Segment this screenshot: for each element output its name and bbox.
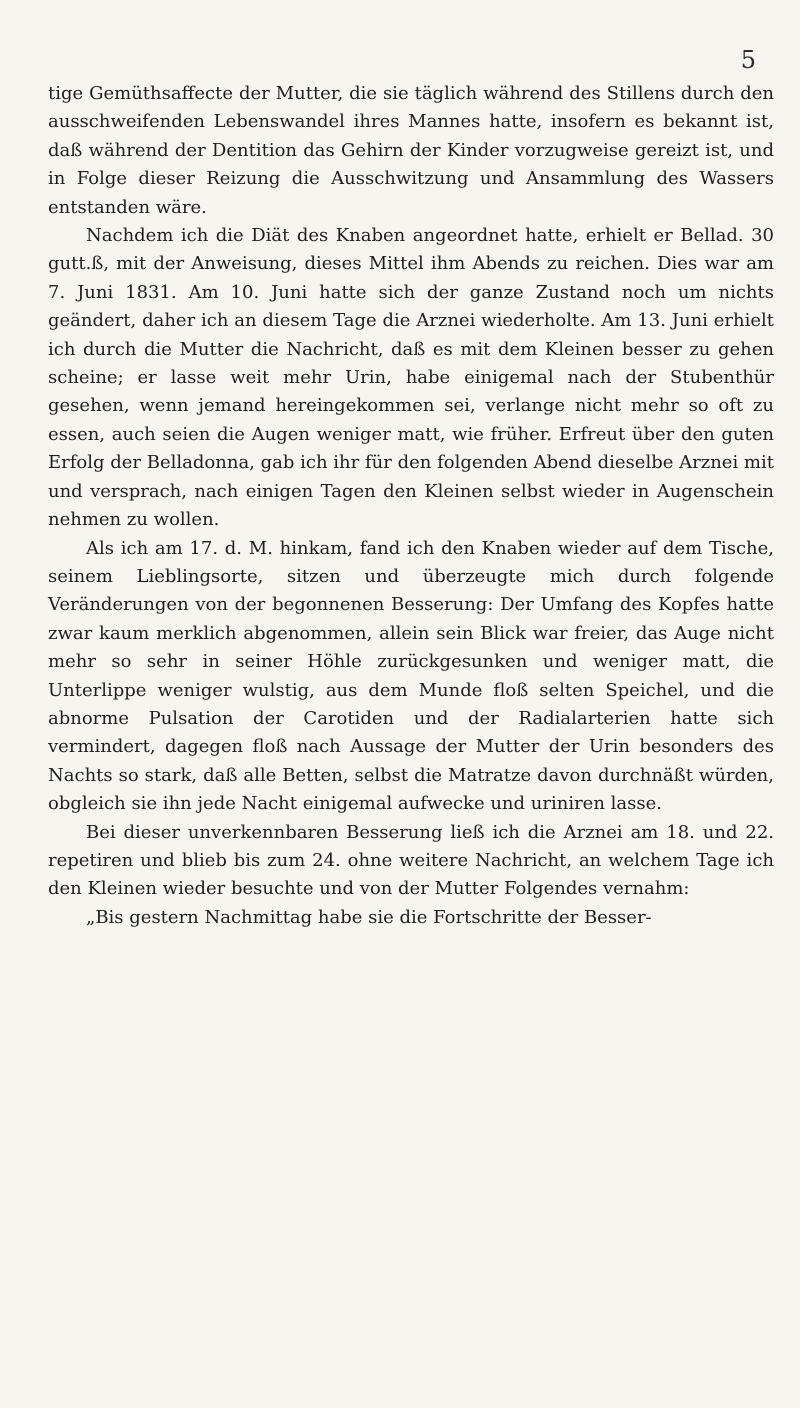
paragraph-continuation: tige Gemüthsaffecte der Mutter, die sie täglich während des Stillens durch den ausschweifenden Lebenswandel ihres Mannes hatte, insofern es bekannt ist, daß während der Dentition das Gehirn der Kinder vorzugweise gereizt ist, und in Folge dieser Reizung die Ausschwitzung und Ansammlung des Wassers entstanden wäre. xyxy=(48,83,774,218)
paragraph-treatment: Nachdem ich die Diät des Knaben angeordnet hatte, erhielt er Bellad. 30 gutt.ß, mit der Anweisung, dieses Mittel ihm Abends zu reichen. Dies war am 7. Juni 1831. Am 10. Juni hatte sich der ganze Zustand noch um nichts geändert, daher ich an diesem Tage die Arznei wiederholte. Am 13. Juni erhielt ich durch die Mutter die Nachricht, daß es mit dem Kleinen besser zu gehen scheine; er lasse weit mehr Urin, habe einigemal nach der Stubenthür gesehen, wenn jemand hereingekommen sei, verlange nicht mehr so oft zu essen, auch seien die Augen weniger matt, wie früher. Erfreut über den guten Erfolg der Belladonna, gab ich ihr für den folgenden Abend dieselbe Arznei mit und versprach, nach einigen Tagen den Kleinen selbst wieder in Augenschein nehmen zu wollen. xyxy=(48,225,774,531)
paragraph-quote: „Bis gestern Nachmittag habe sie die Fortschritte der Besser- xyxy=(86,906,652,928)
page-number: 5 xyxy=(740,46,756,74)
paragraph-visit: Als ich am 17. d. M. hinkam, fand ich den Knaben wieder auf dem Tische, seinem Lieblingsorte, sitzen und überzeugte mich durch folgende Veränderungen von der begonnenen Besserung: Der Umfang des Kopfes hatte zwar kaum merklich abgenommen, allein sein Blick war freier, das Auge nicht mehr so sehr in seiner Höhle zurückgesunken und weniger matt, die Unterlippe weniger wulstig, aus dem Munde floß selten Speichel, und die abnorme Pulsation der Carotiden und der Radialarterien hatte sich vermindert, dagegen floß nach Aussage der Mutter der Urin besonders des Nachts so stark, daß alle Betten, selbst die Matratze davon durchnäßt würden, obgleich sie ihn jede Nacht einigemal aufwecke und uriniren lasse. xyxy=(48,537,774,815)
body-text xyxy=(48,80,774,932)
paragraph-repeat: Bei dieser unverkennbaren Besserung ließ ich die Arznei am 18. und 22. repetiren und blieb bis zum 24. ohne weitere Nachricht, an welchem Tage ich den Kleinen wieder besuchte und von der Mutter Folgendes vernahm: xyxy=(48,821,774,900)
